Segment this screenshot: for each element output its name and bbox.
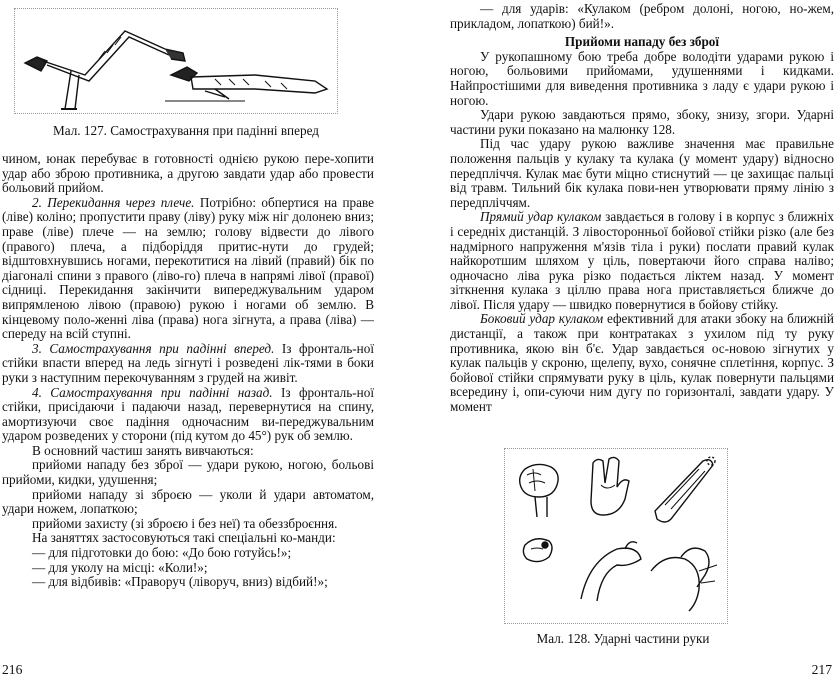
paragraph: У рукопашному бою треба добре володіти ударами рукою і ногою, больовими прийомами, удушеннями і кидками. Найпростішими для виведення противника з ладу є удари рукою і ногою.	[450, 48, 834, 108]
command-item: — для уколу на місці: «Коли!»;	[32, 559, 208, 575]
italic-lead: Боковий удар кулаком	[480, 311, 604, 327]
list-item: прийоми нападу зі зброєю — уколи й удари автоматом, удари ножем, лопаткою;	[2, 486, 374, 517]
figure-fall-forward	[14, 8, 338, 114]
striking-parts-illustration	[505, 449, 727, 623]
list-item: прийоми захисту (зі зброєю і без неї) та обеззброєння.	[32, 515, 338, 531]
right-page-text	[450, 2, 834, 415]
command-item: — для відбивів: «Праворуч (ліворуч, вниз) відбий!»;	[32, 574, 328, 590]
left-page-text	[2, 152, 374, 590]
command-item: — для ударів: «Кулаком (ребром долоні, ногою, но-жем, прикладом, лопаткою) бий!».	[450, 1, 834, 31]
page-number: 216	[2, 662, 23, 677]
command-item: — для підготовки до бою: «До бою готуйсь!»;	[32, 545, 292, 561]
paragraph: 2. Перекидання через плече. Потрібно: обпертися на праве (ліве) коліно; пропустити праву (ліву) руку між ніг долонею вниз; праве (ліве) плече — на землю; голову відвести до лівого (правого) плеча, а підборіддя притис-нути до грудей; відштовхнувшись ногами, перекотитися на лівий (правий) бік по діагоналі спини з правого (ліво-го) плеча в напрямі лівої (правої) сідниці. Перекидання закінчити випереджувальним ударом випрямленою лівою (правою) рукою і ногами об землю. В кінцевому поло-женні ліва (права) нога зігнута, а права (ліва) — спереду на всій ступні.	[2, 194, 374, 342]
figure-caption-127: Мал. 127. Самострахування при падінні вперед	[53, 123, 319, 138]
paragraph: В основний частиш занять вивчаються:	[32, 442, 254, 458]
paragraph: На заняттях застосовуються такі спеціальні ко-манди:	[32, 530, 336, 546]
paragraph: Прямий удар кулаком завдається в голову і в корпус з ближніх і середніх дистанцій. З лівосторонньої бойової стійки різко (але без надмірного напруження м'язів тіла і руки) послати правий кулак найкоротшим шляхом у ціль, повертаючи його справа наліво; одночасно ліва рука різко подається ліктем назад. У момент зіткнення кулака з ціллю права нога приставляється ближче до лівої. Після удару — швидко повернутися в бойову стійку.	[450, 209, 835, 312]
paragraph: Боковий удар кулаком ефективний для атаки збоку на ближній дистанції, а також при контратаках з ухилом під ту руку противника, якою він б'є. Удар завдається ос-новою зігнутих у кулак пальців у скроню, щелепу, вухо, сонячне сплетіння, корпус. З бойової стійки спрямувати руку в ціль, кулак повернути пальцями всередину і, опи-суючи ним дугу по горизонталі, завдати удару. У момент	[450, 311, 834, 415]
section-heading: Прийоми нападу без зброї	[564, 34, 720, 50]
italic-lead: 3. Самострахування при падінні вперед.	[32, 340, 275, 356]
italic-lead: 2. Перекидання через плече.	[32, 194, 195, 210]
page-number: 217	[811, 662, 832, 677]
list-item: прийоми нападу без зброї — удари рукою, ногою, больові прийоми, кидки, удушення;	[2, 457, 374, 488]
paragraph: 3. Самострахування при падінні вперед. Із фронталь-ної стійки впасти вперед на ледь зігнуті і розведені лік-тями в боки руки з наступним перекочуванням з грудей на живіт.	[2, 340, 374, 385]
figure-striking-parts	[504, 448, 728, 624]
paragraph: Під час удару рукою важливе значення має правильне положення пальців у кулаку та кулака (у момент удару) відносно передпліччя. Кулак має бути міцно стиснутий — це захищає пальці від травм. Тильний бік кулака пови-нен утворювати пряму лінію з передпліччям.	[450, 136, 834, 210]
fall-forward-illustration	[15, 9, 337, 113]
right-page	[418, 0, 836, 681]
italic-lead: Прямий удар кулаком	[480, 209, 602, 225]
figure-caption-128: Мал. 128. Ударні частини руки	[536, 631, 710, 646]
paragraph: Удари рукою завдаються прямо, збоку, знизу, згори. Ударні частини руки показано на малюнку 128.	[450, 107, 834, 137]
paragraph: чином, юнак перебуває в готовності однією рукою пере-хопити удар або зброю противника, а другою завдати удар або провести больовий прийом.	[2, 151, 374, 196]
italic-lead: 4. Самострахування при падінні назад.	[32, 384, 273, 400]
paragraph: 4. Самострахування при падінні назад. Із фронталь-ної стійки, присідаючи і падаючи назад, перевернутися на спину, амортизуючи своє падіння одночасним ви-переджувальним ударом розведених у сторони (під кутом до 45°) рук об землю.	[2, 384, 374, 444]
